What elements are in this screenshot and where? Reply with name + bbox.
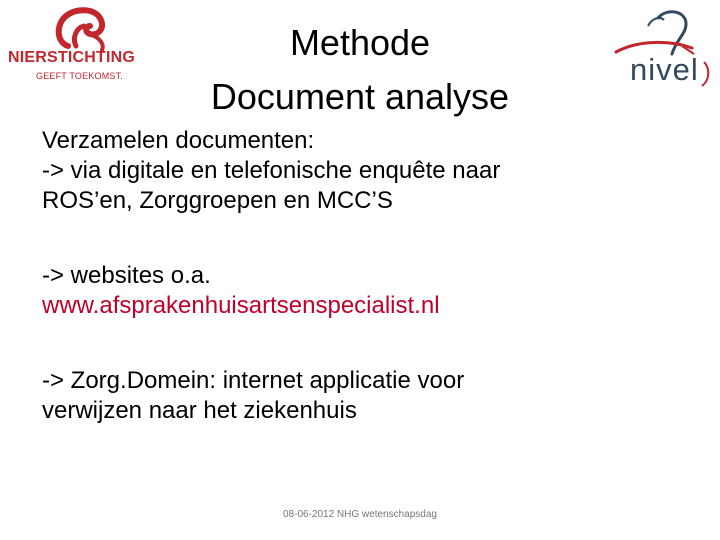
nivel-logo bbox=[612, 6, 716, 96]
paragraph-line: Verzamelen documenten: bbox=[42, 127, 315, 154]
logo-name: NIERSTICHTING bbox=[8, 49, 136, 66]
logo-name: nivel bbox=[630, 52, 699, 87]
paragraph bbox=[42, 366, 682, 426]
paragraph-line: verwijzen naar het ziekenhuis bbox=[42, 397, 357, 424]
kidney-icon bbox=[6, 6, 162, 54]
paragraph bbox=[42, 126, 682, 216]
slide-footer: 08-06-2012 NHG wetenschapsdag bbox=[283, 509, 437, 520]
paragraph-line: -> websites o.a. bbox=[42, 262, 211, 289]
title-line: Document analyse bbox=[210, 76, 510, 117]
slide-body bbox=[42, 126, 682, 426]
paragraph-line: -> via digitale en telefonische enquête naar bbox=[42, 157, 501, 184]
nierstichting-logo bbox=[6, 6, 162, 86]
website-link[interactable]: www.afsprakenhuisartsenspecialist.nl bbox=[42, 292, 440, 319]
paragraph-line: -> Zorg.Domein: internet applicatie voor bbox=[42, 367, 465, 394]
paragraph-line: ROS’en, Zorggroepen en MCC’S bbox=[42, 187, 393, 214]
logo-tagline: GEEFT TOEKOMST. bbox=[36, 71, 124, 81]
title-line: Methode bbox=[289, 22, 431, 63]
paragraph bbox=[42, 261, 682, 321]
slide-title bbox=[160, 16, 560, 124]
